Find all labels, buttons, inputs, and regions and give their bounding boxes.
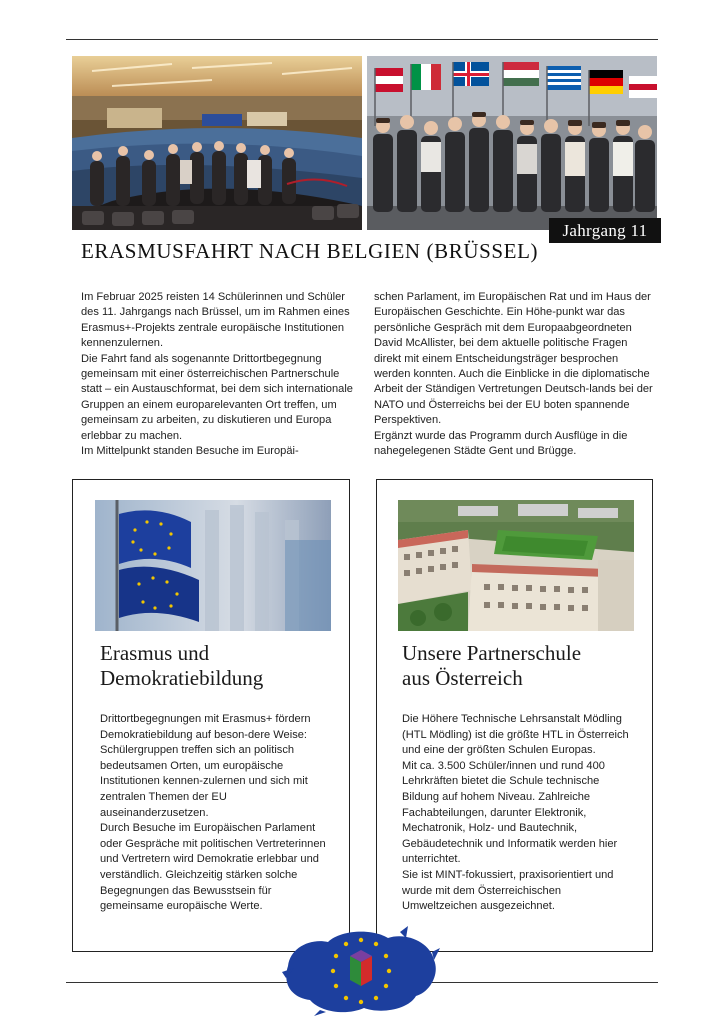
- eu-flags-photo: [95, 500, 331, 631]
- democracy-education-paragraph: Durch Besuche im Europäischen Parlament oder Gespräche mit politischen Vertreterinnen und Vertretern wird Demokratie erlebbar und verständlich. Gleichzeitig stärken solche Begegnungen das Bewusstsein für gemeinsame europäische Werte.: [100, 822, 326, 913]
- article-headline: ERASMUSFAHRT NACH BELGIEN (BRÜSSEL): [81, 239, 539, 263]
- intro-right-paragraph: Ergänzt wurde das Programm durch Ausflüge in die nahegelegenen Städte Gent und Brügge.: [374, 429, 628, 458]
- grade-badge: Jahrgang 11: [549, 218, 661, 243]
- partner-school-title: Unsere Partnerschule aus Österreich: [402, 641, 582, 690]
- intro-right-column: [374, 290, 654, 459]
- school-aerial-photo: [398, 500, 634, 631]
- partner-school-box: [376, 479, 653, 952]
- partner-school-paragraph: Mit ca. 3.500 Schüler/innen und rund 400 Lehrkräften bietet die Schule technische Bildung auf hohem Niveau. Zahlreiche Fachabteilungen, darunter Elektronik, Mechatronik, Holz- und Bautechnik, Gebäudetechnik und Informatik werden hier unterrichtet.: [402, 759, 618, 866]
- democracy-education-paragraph: Drittortbegegnungen mit Erasmus+ fördern Demokratiebildung auf beson-dere Weise: Schülergruppen treffen sich an politisch bedeutsamen Orten, um europäische Institutionen kennen-zulernen und sich mit zentralen Themen der EU auseinanderzusetzen.: [100, 713, 311, 819]
- democracy-education-box: [72, 479, 350, 952]
- democracy-education-title: Erasmus und Demokratiebildung: [100, 641, 264, 690]
- erasmus-eu-logo: [280, 926, 442, 1016]
- democracy-education-text: [100, 712, 336, 915]
- intro-left-paragraph: Im Februar 2025 reisten 14 Schülerinnen und Schüler des 11. Jahrgangs nach Brüssel, um im Rahmen eines Erasmus+-Projekts zentrale europäische Institutionen kennenzulernen.: [81, 291, 350, 350]
- intro-left-column: [81, 290, 363, 459]
- intro-left-paragraph: Die Fahrt fand als sogenannte Drittortbegegnung gemeinsam mit einer österreichischen Partnerschule statt – ein Austauschformat, bei dem sich internationale Gruppen an einem europarelevanten Ort treffen, um gemeinsam zu arbeiten, zu diskutieren und Europa erlebbar zu machen.: [81, 352, 353, 442]
- group-flags-photo: [367, 56, 657, 230]
- partner-school-text: [402, 712, 638, 915]
- intro-left-paragraph: Im Mittelpunkt standen Besuche im Europäi-: [81, 445, 299, 458]
- parliament-photo: [72, 56, 362, 230]
- top-rule: [66, 39, 658, 40]
- partner-school-paragraph: Die Höhere Technische Lehrsanstalt Mödling (HTL Mödling) ist die größte HTL in Österreich und eine der größten Schulen Europas.: [402, 713, 629, 757]
- intro-right-paragraph: schen Parlament, im Europäischen Rat und im Haus der Europäischen Geschichte. Ein Höhe-punkt war das persönliche Gespräch mit dem Europaabgeordneten David McAllister, bei dem aktuelle politische Fragen direkt mit einem Entscheidungsträger besprochen werden konnten. Auch die Einblicke in die diplomatische Arbeit der Ständigen Vertretungen Deutsch-lands bei der NATO und Österreichs bei der EU boten spannende Perspektiven.: [374, 291, 653, 427]
- partner-school-paragraph: Sie ist MINT-fokussiert, praxisorientiert und wurde mit dem Österreichischen Umweltzeichen ausgezeichnet.: [402, 868, 614, 913]
